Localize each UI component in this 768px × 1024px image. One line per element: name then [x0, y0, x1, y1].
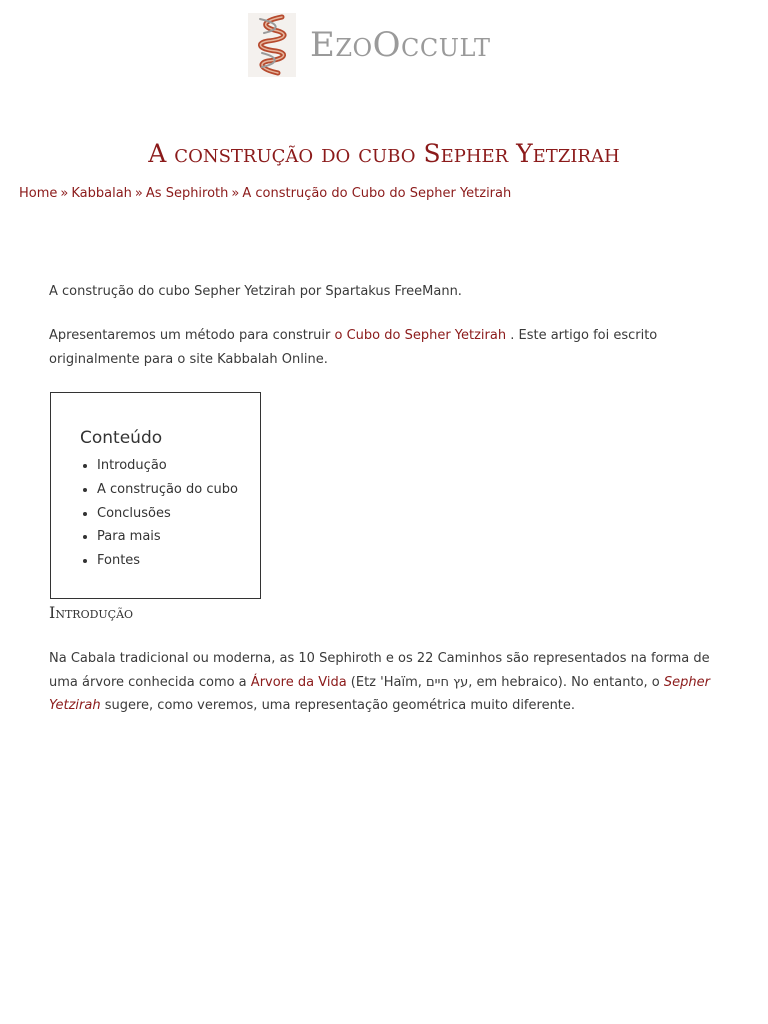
site-logo-link[interactable] — [248, 12, 491, 78]
body-text: (Etz 'Haïm, — [346, 674, 426, 690]
page-title: A construção do cubo Sepher Yetzirah — [148, 139, 620, 168]
breadcrumb-home[interactable]: Home — [19, 186, 58, 201]
body-text: sugere, como veremos, uma representação geométrica muito diferente. — [100, 698, 576, 713]
section-heading-introducao: Introdução — [49, 603, 134, 622]
table-of-contents — [50, 392, 261, 599]
toc-list — [80, 454, 238, 573]
toc-title: Conteúdo — [80, 428, 163, 448]
body-text: , em hebraico). No entanto, o — [468, 674, 664, 690]
body-number: 10 — [298, 651, 315, 666]
toc-item-fontes[interactable]: • Fontes — [97, 549, 238, 573]
method-paragraph — [49, 324, 725, 371]
sepher-yetzirah-link[interactable]: Sepher Yetzirah — [49, 674, 710, 713]
site-name: EzoOccult — [310, 25, 491, 65]
hebrew-text: עץ חיים — [426, 674, 469, 690]
cube-link[interactable]: o Cubo do Sepher Yetzirah — [334, 328, 507, 343]
toc-item-para-mais[interactable]: • Para mais — [97, 525, 238, 549]
body-number: 22 — [416, 651, 434, 666]
breadcrumb-separator: » — [60, 186, 69, 201]
toc-item-introducao[interactable]: • Introdução — [97, 454, 238, 478]
site-header — [0, 0, 768, 92]
body-paragraph — [49, 647, 725, 718]
breadcrumb — [19, 184, 511, 204]
tree-of-life-link[interactable]: Árvore da Vida — [250, 674, 347, 690]
breadcrumb-separator: » — [134, 186, 143, 201]
toc-item-construcao[interactable]: • A construção do cubo — [97, 478, 238, 502]
toc-item-conclusoes[interactable]: • Conclusões — [97, 502, 238, 526]
breadcrumb-separator: » — [231, 186, 240, 201]
breadcrumb-kabbalah[interactable]: Kabbalah — [71, 186, 132, 201]
breadcrumb-sephiroth[interactable]: As Sephiroth — [145, 186, 229, 201]
method-text-after: . Este artigo foi escrito originalmente para o site Kabbalah Online. — [49, 328, 658, 367]
breadcrumb-current: A construção do Cubo do Sepher Yetzirah — [242, 186, 512, 201]
body-text: Caminhos são representados na forma de uma árvore conhecida como a — [49, 651, 710, 690]
dna-spiral-icon — [248, 13, 296, 77]
method-text-before: Apresentaremos um método para construir — [49, 328, 335, 343]
body-text: Sephiroth e os — [314, 651, 417, 666]
intro-paragraph: A construção do cubo Sepher Yetzirah por Spartakus FreeMann. — [49, 284, 462, 299]
body-text: Na Cabala tradicional ou moderna, as — [49, 651, 299, 666]
